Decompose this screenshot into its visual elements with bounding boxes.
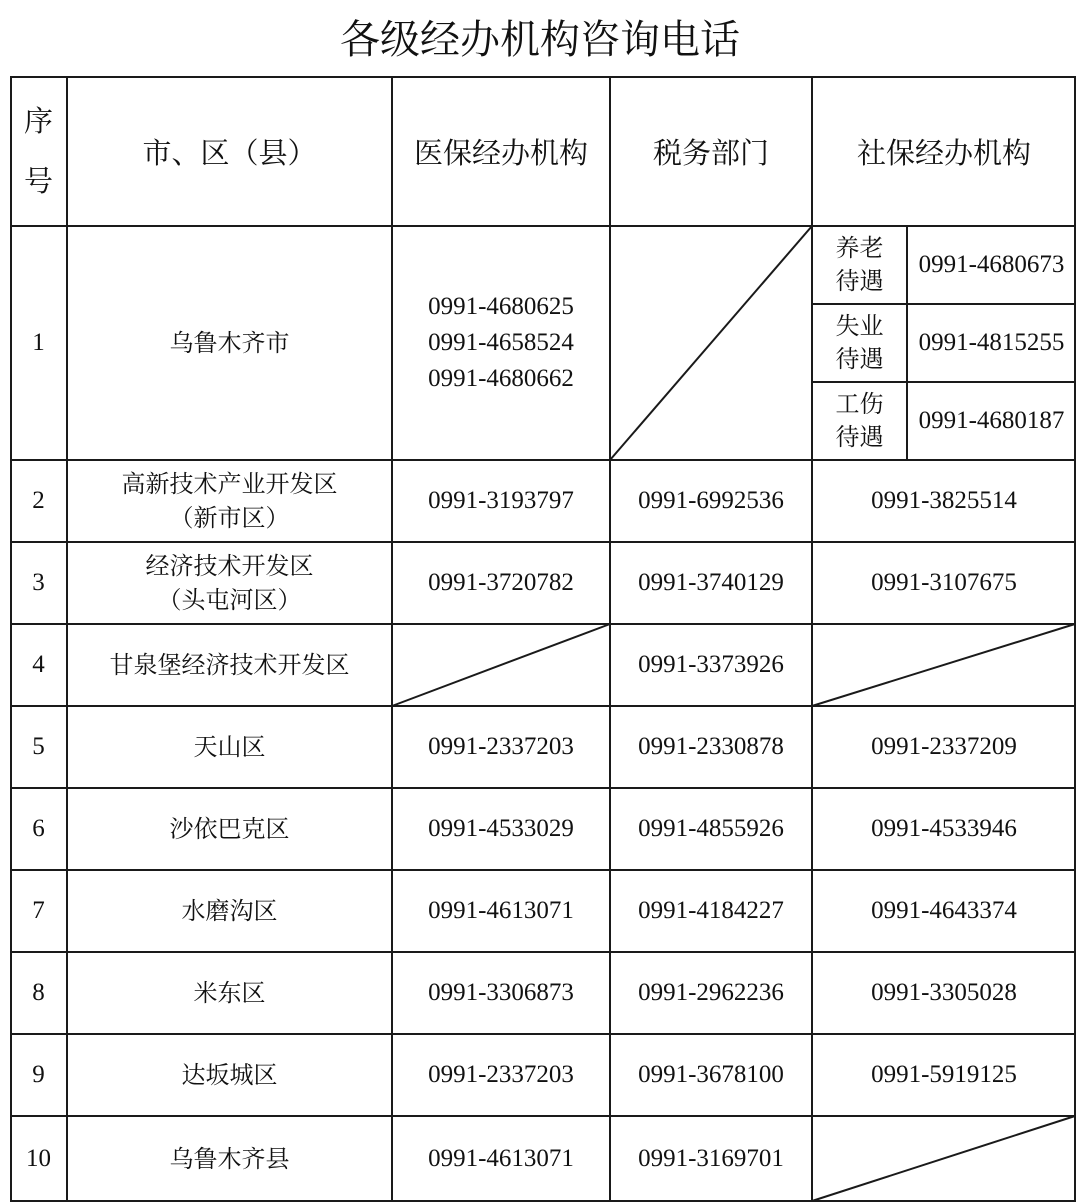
- row-10-seq: 10: [26, 1145, 51, 1172]
- row-2-social: 0991-3825514: [871, 487, 1017, 514]
- row-3-district: [67, 542, 392, 624]
- row-4-tax: 0991-3373926: [638, 651, 784, 678]
- header-social: 社保经办机构: [856, 135, 1031, 170]
- row-8-social: 0991-3305028: [871, 979, 1017, 1006]
- row-5-social: 0991-2337209: [871, 733, 1017, 760]
- row-8-tax: 0991-2962236: [638, 979, 784, 1006]
- row-2-district-line-1: 高新技术产业开发区: [121, 470, 338, 498]
- row-5-tax: 0991-2330878: [638, 733, 784, 760]
- header-medical: 医保经办机构: [413, 135, 588, 170]
- header-seq-char-1: 序: [23, 104, 53, 138]
- row-7-tax: 0991-4184227: [638, 897, 784, 924]
- row-3-district-line-1: 经济技术开发区: [145, 552, 314, 580]
- header-seq: [10, 76, 67, 226]
- row-1-district: 乌鲁木齐市: [169, 329, 290, 357]
- page-title: 各级经办机构咨询电话: [340, 17, 740, 63]
- header-seq-char-2: 号: [23, 164, 53, 198]
- row-4-district: 甘泉堡经济技术开发区: [109, 651, 350, 679]
- row-3-social: 0991-3107675: [871, 569, 1017, 596]
- row-1-social-unemployment-phone: 0991-4815255: [918, 329, 1065, 356]
- row-10-district: 乌鲁木齐县: [169, 1145, 290, 1173]
- row-9-medical: 0991-2337203: [428, 1061, 574, 1088]
- row-5-medical: 0991-2337203: [428, 733, 574, 760]
- row-1-medical-phone-1: 0991-4680625: [428, 293, 574, 320]
- row-3-tax: 0991-3740129: [638, 569, 784, 596]
- row-2-seq: 2: [32, 487, 45, 514]
- row-4-seq: 4: [32, 651, 45, 678]
- pension-label-line-2: 待遇: [835, 267, 884, 295]
- row-9-district: 达坂城区: [181, 1061, 278, 1089]
- header-district: 市、区（县）: [142, 135, 317, 170]
- row-7-social: 0991-4643374: [871, 897, 1017, 924]
- row-1-medical-phone-2: 0991-4658524: [428, 329, 574, 356]
- unemployment-label-line-2: 待遇: [835, 345, 884, 373]
- row-7-medical: 0991-4613071: [428, 897, 574, 924]
- row-3-medical: 0991-3720782: [428, 569, 574, 596]
- row-1-medical-phone-3: 0991-4680662: [428, 365, 574, 392]
- row-8-district: 米东区: [193, 979, 266, 1007]
- row-9-seq: 9: [32, 1061, 45, 1088]
- row-1-social-pension-phone: 0991-4680673: [918, 251, 1065, 278]
- pension-label-line-1: 养老: [835, 234, 884, 262]
- injury-label-line-1: 工伤: [835, 390, 884, 418]
- row-9-tax: 0991-3678100: [638, 1061, 784, 1088]
- row-7-seq: 7: [32, 897, 45, 924]
- row-5-seq: 5: [32, 733, 45, 760]
- row-6-tax: 0991-4855926: [638, 815, 784, 842]
- row-2-tax: 0991-6992536: [638, 487, 784, 514]
- row-1-seq: 1: [32, 329, 45, 356]
- row-2-medical: 0991-3193797: [428, 487, 574, 514]
- row-9-social: 0991-5919125: [871, 1061, 1017, 1088]
- row-6-medical: 0991-4533029: [428, 815, 574, 842]
- row-7-district: 水磨沟区: [181, 897, 278, 925]
- row-2-district: [67, 460, 392, 542]
- row-6-district: 沙依巴克区: [169, 815, 290, 843]
- row-6-seq: 6: [32, 815, 45, 842]
- unemployment-label-line-1: 失业: [835, 312, 884, 340]
- phone-table: [10, 76, 1076, 1202]
- row-2-district-line-2: （新市区）: [169, 504, 290, 532]
- row-1-social-pension-label: [812, 226, 907, 304]
- header-tax: 税务部门: [652, 135, 769, 170]
- row-1-social-injury-phone: 0991-4680187: [918, 407, 1065, 434]
- row-5-district: 天山区: [193, 733, 266, 761]
- row-10-medical: 0991-4613071: [428, 1145, 574, 1172]
- row-1-social-unemployment-label: [812, 304, 907, 382]
- row-8-seq: 8: [32, 979, 45, 1006]
- row-1-medical: [392, 226, 610, 460]
- row-6-social: 0991-4533946: [871, 815, 1017, 842]
- injury-label-line-2: 待遇: [835, 423, 884, 451]
- row-8-medical: 0991-3306873: [428, 979, 574, 1006]
- row-3-district-line-2: （头屯河区）: [157, 586, 302, 614]
- row-3-seq: 3: [32, 569, 45, 596]
- row-1-social-injury-label: [812, 382, 907, 460]
- row-10-tax: 0991-3169701: [638, 1145, 784, 1172]
